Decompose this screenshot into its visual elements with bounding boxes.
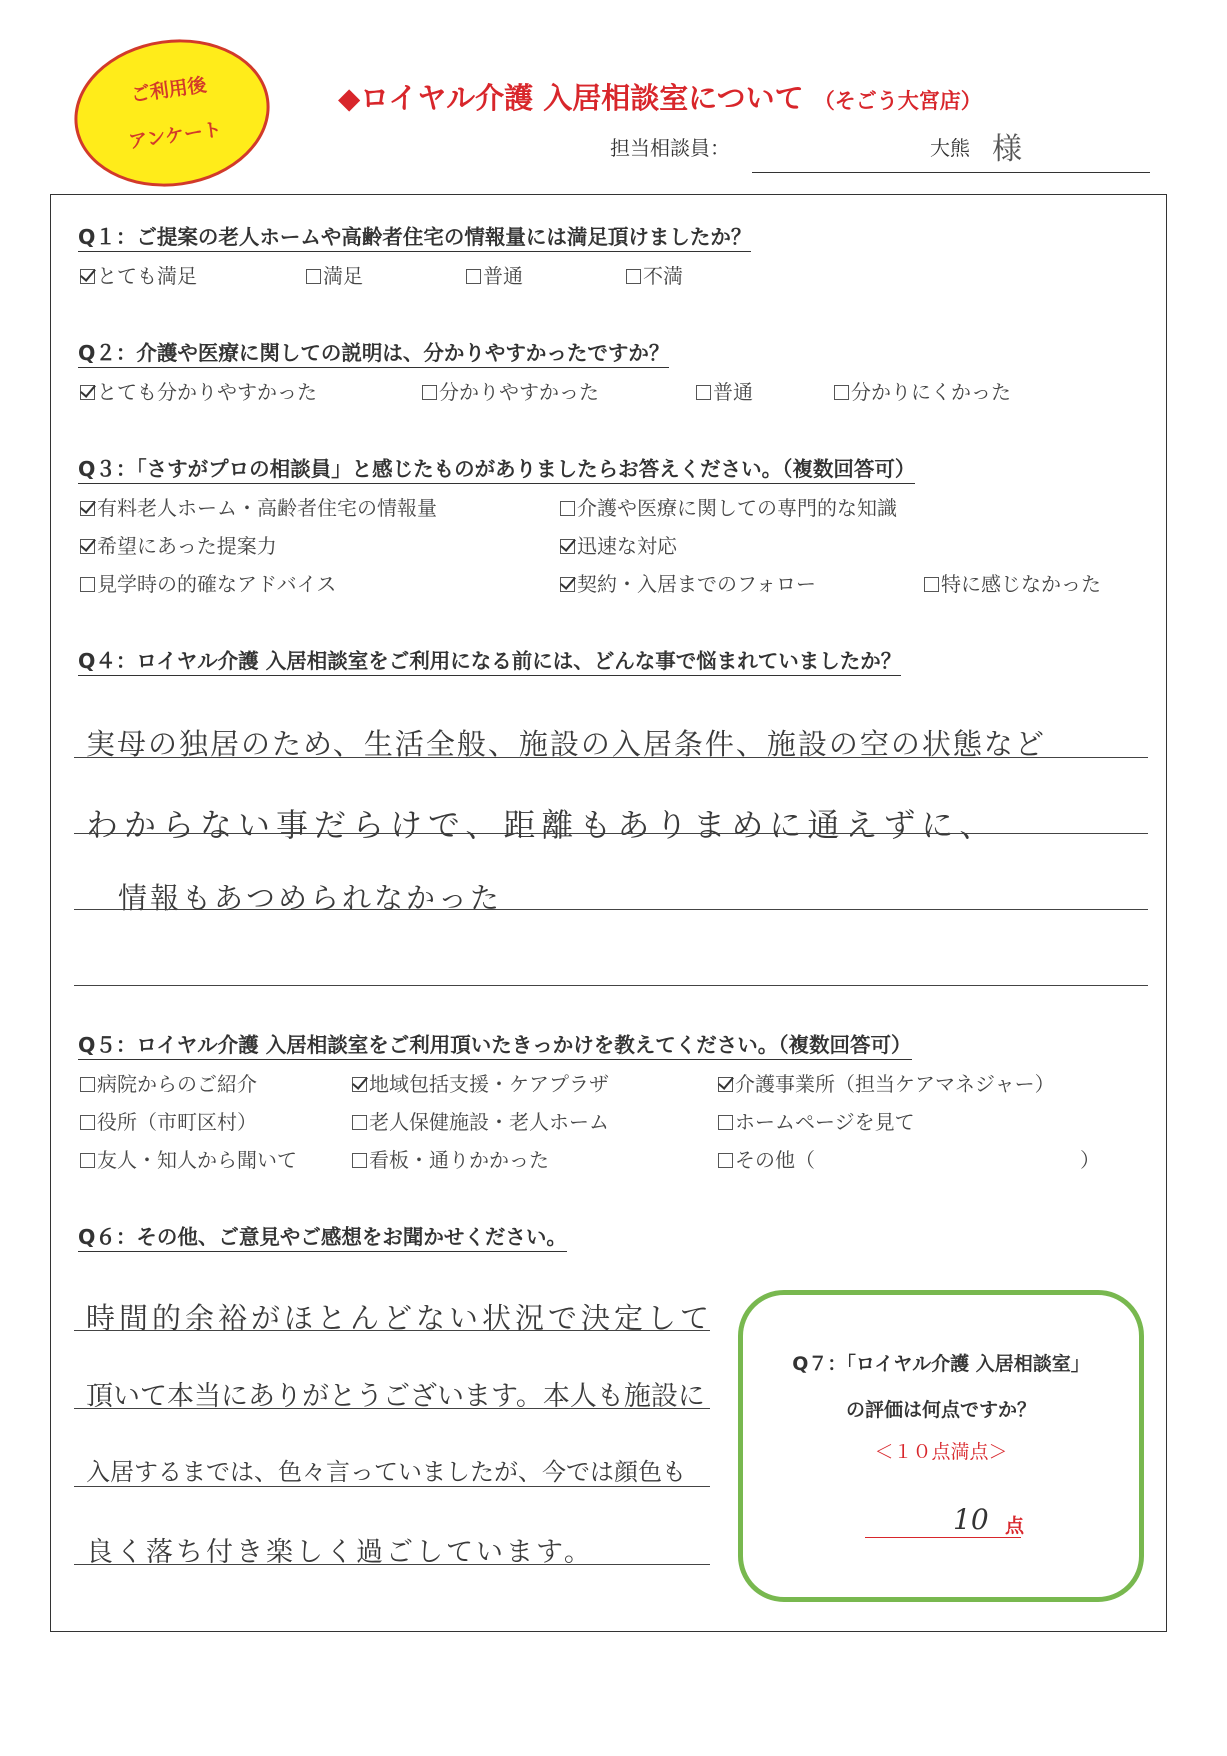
q5-option-6[interactable]: ホームページを見て	[718, 1106, 915, 1135]
q4-answer-line-3: 情報もあつめられなかった	[118, 881, 503, 915]
q6-answer-rule-1	[74, 1330, 710, 1331]
q3-option-7[interactable]: 特に感じなかった	[924, 568, 1101, 597]
q4-answer-line-1: 実母の独居のため、生活全般、施設の入居条件、施設の空の状態など	[86, 727, 1046, 761]
page-title-sub: （そごう大宮店）	[813, 89, 982, 113]
q4-answer-rule-3	[74, 909, 1148, 910]
q5-other-close: ）	[1080, 1148, 1100, 1172]
q6-answer-line-3: 入居するまでは、色々言っていましたが、今では顔色も	[86, 1458, 686, 1486]
q2-option-2[interactable]: 分かりやすかった	[422, 376, 599, 405]
checkbox[interactable]	[718, 1153, 733, 1168]
checkbox[interactable]	[80, 501, 95, 516]
q7-score-value[interactable]: 10	[953, 1503, 989, 1536]
q7-score-unit: 点	[1005, 1515, 1025, 1537]
q3-option-6[interactable]: 契約・入居までのフォロー	[560, 568, 816, 597]
survey-badge	[65, 27, 279, 199]
q3-option-4[interactable]: 迅速な対応	[560, 530, 677, 559]
checkbox[interactable]	[80, 385, 95, 400]
q2-option-3[interactable]: 普通	[696, 376, 753, 405]
page-title	[338, 76, 982, 117]
consultant-suffix: 様	[992, 132, 1022, 167]
consultant-name: 大熊	[930, 136, 970, 160]
checkbox[interactable]	[80, 1115, 95, 1130]
q7-question-line1: Q７：「ロイヤル介護 入居相談室」	[792, 1353, 1090, 1375]
q3-option-1[interactable]: 有料老人ホーム・高齢者住宅の情報量	[80, 492, 437, 521]
q4-question: Q４：ロイヤル介護 入居相談室をご利用になる前には、どんな事で悩まれていましたか？	[78, 644, 901, 676]
checkbox[interactable]	[560, 577, 575, 592]
q3-option-3[interactable]: 希望にあった提案力	[80, 530, 277, 559]
q5-option-7[interactable]: 友人・知人から聞いて	[80, 1144, 297, 1173]
q5-option-9[interactable]: その他（	[718, 1144, 815, 1173]
q5-option-2[interactable]: 地域包括支援・ケアプラザ	[352, 1068, 609, 1097]
q2-question: Q２：介護や医療に関しての説明は、分かりやすかったですか？	[78, 336, 669, 368]
q7-score-underline	[865, 1537, 1021, 1538]
q6-answer-rule-2	[74, 1408, 710, 1409]
checkbox[interactable]	[560, 539, 575, 554]
q3-option-5[interactable]: 見学時の的確なアドバイス	[80, 568, 336, 597]
q7-question-line2: の評価は何点ですか？	[845, 1399, 1036, 1421]
q7-rating-box	[738, 1290, 1144, 1602]
q5-option-3[interactable]: 介護事業所（担当ケアマネジャー）	[718, 1068, 1055, 1097]
q4-answer-line-2: わからない事だらけで、距離もありまめに通えずに、	[86, 806, 998, 844]
q4-answer-rule-4	[74, 985, 1148, 986]
q7-scale-note: ＜１０点満点＞	[874, 1441, 1008, 1463]
badge-line1: ご利用後	[129, 74, 208, 107]
q6-answer-line-4: 良く落ち付き楽しく過ごしています。	[86, 1537, 594, 1568]
q3-question: Q３：「さすがプロの相談員」と感じたものがありましたらお答えください。（複数回答可）	[78, 452, 915, 484]
q1-question: Q１：ご提案の老人ホームや高齢者住宅の情報量には満足頂けましたか？	[78, 220, 751, 252]
q2-option-4[interactable]: 分かりにくかった	[834, 376, 1011, 405]
q5-option-4[interactable]: 役所（市町区村）	[80, 1106, 257, 1135]
q1-option-2[interactable]: 満足	[306, 260, 363, 289]
checkbox[interactable]	[718, 1115, 733, 1130]
q1-option-3[interactable]: 普通	[466, 260, 523, 289]
q6-question: Q６：その他、ご意見やご感想をお聞かせください。	[78, 1220, 567, 1252]
q5-option-5[interactable]: 老人保健施設・老人ホーム	[352, 1106, 609, 1135]
q1-option-1[interactable]: とても満足	[80, 260, 197, 289]
checkbox[interactable]	[718, 1077, 733, 1092]
consultant-underline	[752, 172, 1150, 173]
checkbox[interactable]	[306, 269, 321, 284]
q5-question: Q５：ロイヤル介護 入居相談室をご利用頂いたきっかけを教えてください。（複数回答可）	[78, 1028, 912, 1060]
q6-answer-rule-3	[74, 1486, 710, 1487]
q4-answer-rule-1	[74, 757, 1148, 758]
consultant-label: 担当相談員：	[610, 136, 730, 160]
checkbox[interactable]	[80, 1077, 95, 1092]
checkbox[interactable]	[422, 385, 437, 400]
q5-option-1[interactable]: 病院からのご紹介	[80, 1068, 257, 1097]
q6-answer-line-2: 頂いて本当にありがとうございます。本人も施設に	[86, 1381, 705, 1412]
badge-line2: アンケート	[127, 118, 224, 154]
checkbox[interactable]	[352, 1077, 367, 1092]
q5-option-8[interactable]: 看板・通りかかった	[352, 1144, 549, 1173]
checkbox[interactable]	[80, 269, 95, 284]
checkbox[interactable]	[80, 577, 95, 592]
q1-option-4[interactable]: 不満	[626, 260, 683, 289]
checkbox[interactable]	[560, 501, 575, 516]
checkbox[interactable]	[80, 1153, 95, 1168]
checkbox[interactable]	[352, 1153, 367, 1168]
checkbox[interactable]	[80, 539, 95, 554]
checkbox[interactable]	[626, 269, 641, 284]
q6-answer-line-1: 時間的余裕がほとんどない状況で決定して	[86, 1301, 714, 1335]
q6-answer-rule-4	[74, 1564, 710, 1565]
checkbox[interactable]	[696, 385, 711, 400]
checkbox[interactable]	[466, 269, 481, 284]
checkbox[interactable]	[352, 1115, 367, 1130]
q3-option-2[interactable]: 介護や医療に関しての専門的な知識	[560, 492, 897, 521]
checkbox[interactable]	[924, 577, 939, 592]
q2-option-1[interactable]: とても分かりやすかった	[80, 376, 317, 405]
checkbox[interactable]	[834, 385, 849, 400]
q4-answer-rule-2	[74, 833, 1148, 834]
page-title-main: ◆ロイヤル介護 入居相談室について	[338, 81, 804, 115]
